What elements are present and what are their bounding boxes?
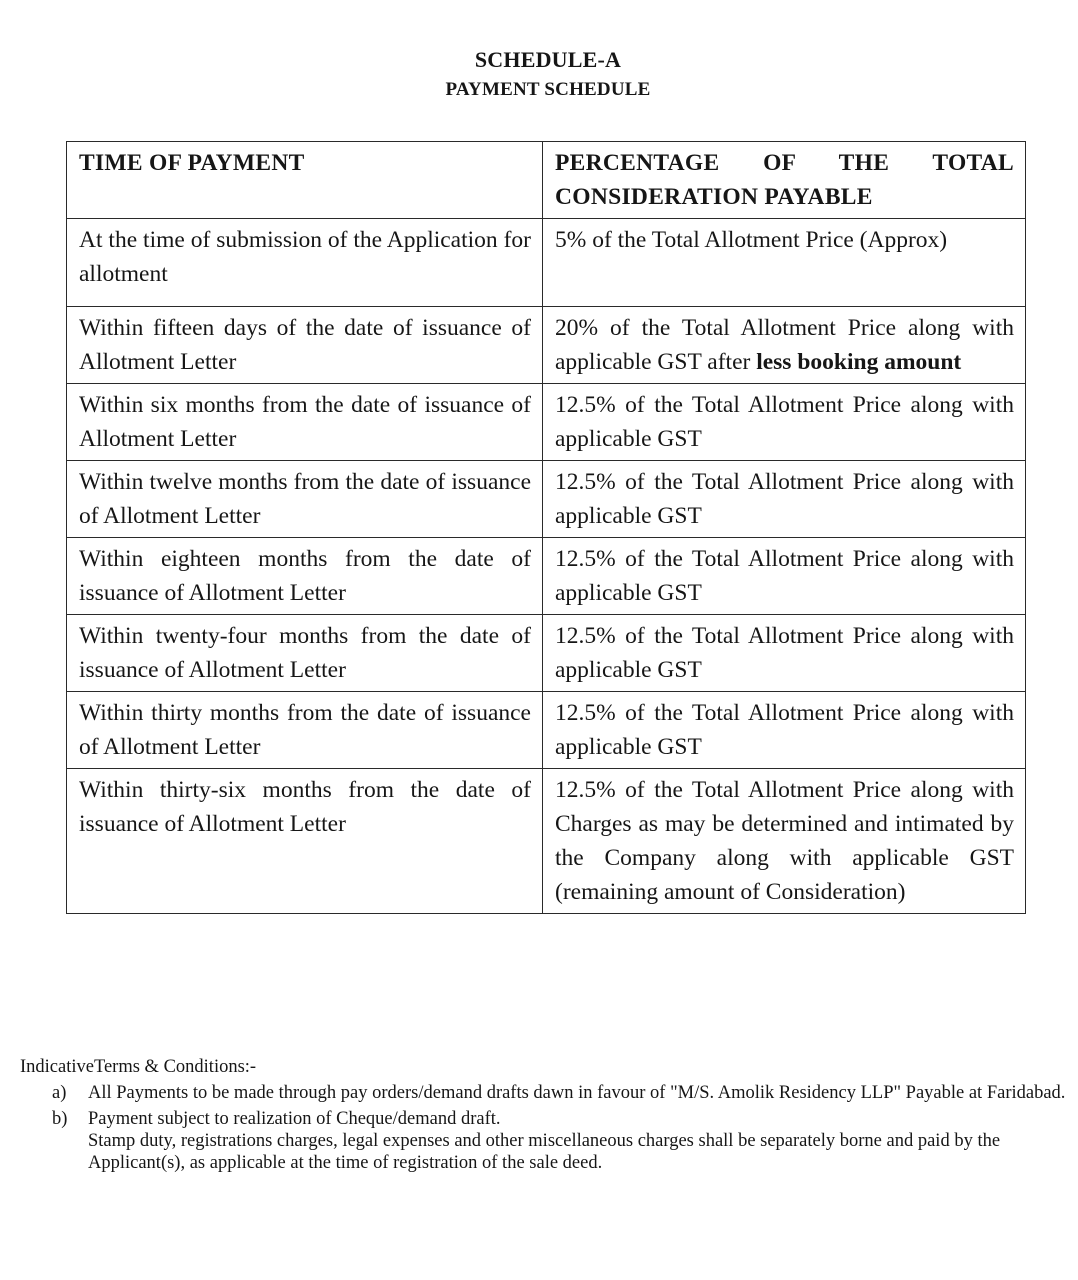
table-row bbox=[67, 461, 1026, 538]
percentage-cell: 12.5% of the Total Allotment Price along with applicable GST bbox=[543, 692, 1026, 769]
terms-item-marker: b) bbox=[52, 1109, 68, 1129]
time-cell: Within thirty-six months from the date of issuance of Allotment Letter bbox=[67, 769, 543, 914]
terms-item-text: Payment subject to realization of Cheque/demand draft. bbox=[88, 1109, 501, 1129]
table-row bbox=[67, 219, 1026, 307]
time-cell: Within twenty-four months from the date of issuance of Allotment Letter bbox=[67, 615, 543, 692]
percentage-cell: 5% of the Total Allotment Price (Approx) bbox=[543, 219, 1026, 307]
time-cell: Within thirty months from the date of issuance of Allotment Letter bbox=[67, 692, 543, 769]
time-cell: Within twelve months from the date of issuance of Allotment Letter bbox=[67, 461, 543, 538]
percentage-cell: 12.5% of the Total Allotment Price along with applicable GST bbox=[543, 538, 1026, 615]
percentage-emphasis: less booking amount bbox=[756, 349, 962, 375]
table-row bbox=[67, 692, 1026, 769]
percentage-cell: 12.5% of the Total Allotment Price along with applicable GST bbox=[543, 461, 1026, 538]
table-row bbox=[67, 615, 1026, 692]
percentage-cell: 12.5% of the Total Allotment Price along with Charges as may be determined and intimated by the Company along with applicable GST (remaining amount of Consideration) bbox=[543, 769, 1026, 914]
terms-item-b bbox=[20, 1108, 1070, 1174]
table-row bbox=[67, 307, 1026, 384]
header-time-of-payment: TIME OF PAYMENT bbox=[67, 142, 543, 219]
percentage-text: 20% of the Total Allotment Price along with applicable GST after bbox=[555, 315, 1014, 375]
terms-heading: IndicativeTerms & Conditions:- bbox=[20, 1057, 257, 1077]
time-cell: Within eighteen months from the date of issuance of Allotment Letter bbox=[67, 538, 543, 615]
time-cell: At the time of submission of the Application for allotment bbox=[67, 219, 543, 307]
table-header-row bbox=[67, 142, 1026, 219]
schedule-title: SCHEDULE-A bbox=[474, 47, 622, 72]
table-row bbox=[67, 384, 1026, 461]
payment-schedule-table bbox=[66, 141, 1026, 914]
table-row bbox=[67, 538, 1026, 615]
percentage-cell: 12.5% of the Total Allotment Price along with applicable GST bbox=[543, 384, 1026, 461]
terms-item-text: Stamp duty, registrations charges, legal expenses and other miscellaneous charges shall be separately borne and paid by the Applicant(s), as applicable at the time of registration of the sale deed. bbox=[88, 1131, 1001, 1173]
terms-item-text: All Payments to be made through pay orders/demand drafts dawn in favour of "M/S. Amolik Residency LLP" Payable at Faridabad. bbox=[88, 1083, 1066, 1103]
schedule-subtitle: PAYMENT SCHEDULE bbox=[445, 79, 651, 100]
terms-and-conditions bbox=[20, 1056, 1070, 1174]
percentage-cell bbox=[543, 307, 1026, 384]
header-percentage: PERCENTAGE OF THE TOTAL CONSIDERATION PAYABLE bbox=[543, 142, 1026, 219]
percentage-cell: 12.5% of the Total Allotment Price along with applicable GST bbox=[543, 615, 1026, 692]
time-cell: Within fifteen days of the date of issuance of Allotment Letter bbox=[67, 307, 543, 384]
terms-item-a bbox=[20, 1082, 1070, 1104]
terms-item-marker: a) bbox=[52, 1083, 67, 1103]
table-row bbox=[67, 769, 1026, 914]
time-cell: Within six months from the date of issuance of Allotment Letter bbox=[67, 384, 543, 461]
